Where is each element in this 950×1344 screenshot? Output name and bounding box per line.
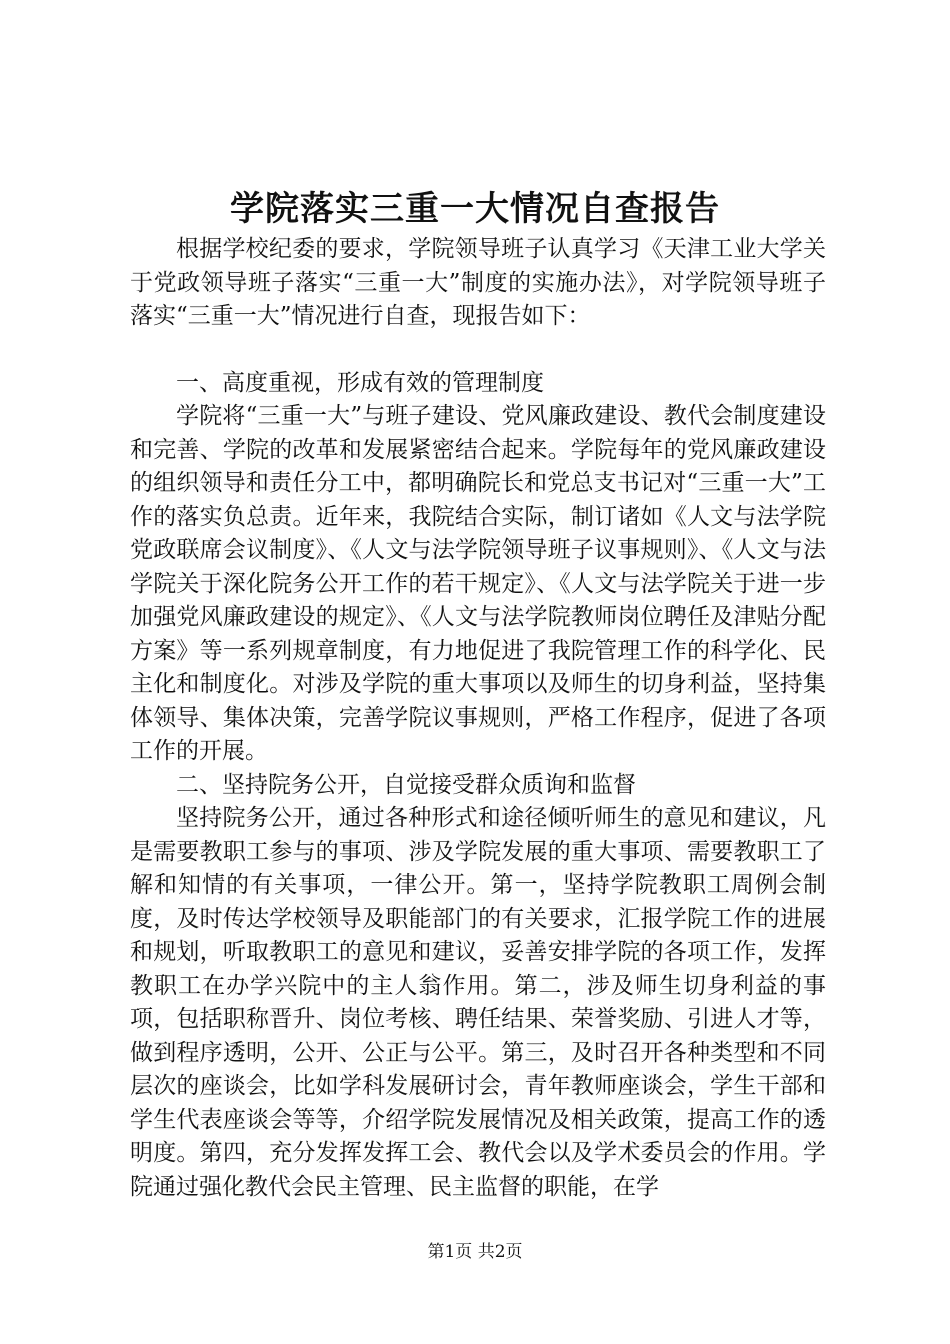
- document-body: [130, 233, 826, 1204]
- section-1-paragraph: 学院将“三重一大”与班子建设、党风廉政建设、教代会制度建设和完善、学院的改革和发展紧密结合起来。学院每年的党风廉政建设的组织领导和责任分工中，都明确院长和党总支书记对“三重一大”工作的落实负总责。近年来，我院结合实际，制订诸如《人文与法学院党政联席会议制度》、《人文与法学院领导班子议事规则》、《人文与法学院关于深化院务公开工作的若干规定》、《人文与法学院关于进一步加强党风廉政建设的规定》、《人文与法学院教师岗位聘任及津贴分配方案》等一系列规章制度，有力地促进了我院管理工作的科学化、民主化和制度化。对涉及学院的重大事项以及师生的切身利益，坚持集体领导、集体决策，完善学院议事规则，严格工作程序，促进了各项工作的开展。: [130, 403, 826, 764]
- intro-paragraph: 根据学校纪委的要求，学院领导班子认真学习《天津工业大学关于党政领导班子落实“三重一大”制度的实施办法》，对学院领导班子落实“三重一大”情况进行自查，现报告如下：: [130, 236, 826, 329]
- paragraph-spacer: [130, 334, 826, 367]
- section-2-heading: 二、坚持院务公开，自觉接受群众质询和监督: [176, 771, 636, 798]
- section-2-paragraph: 坚持院务公开，通过各种形式和途径倾听师生的意见和建议，凡是需要教职工参与的事项、涉及学院发展的重大事项、需要教职工了解和知情的有关事项，一律公开。第一，坚持学院教职工周例会制度，及时传达学校领导及职能部门的有关要求，汇报学院工作的进展和规划，听取教职工的意见和建议，妥善安排学院的各项工作，发挥教职工在办学兴院中的主人翁作用。第二，涉及师生切身利益的事项，包括职称晋升、岗位考核、聘任结果、荣誉奖励、引进人才等，做到程序透明，公开、公正与公平。第三，及时召开各种类型和不同层次的座谈会，比如学科发展研讨会，青年教师座谈会，学生干部和学生代表座谈会等等，介绍学院发展情况及相关政策，提高工作的透明度。第四，充分发挥发挥工会、教代会以及学术委员会的作用。学院通过强化教代会民主管理、民主监督的职能，在学: [130, 805, 826, 1200]
- document-title: 学院落实三重一大情况自查报告: [230, 189, 720, 229]
- page-footer: 第1页 共2页: [427, 1242, 523, 1262]
- section-1-heading: 一、高度重视，形成有效的管理制度: [176, 369, 544, 396]
